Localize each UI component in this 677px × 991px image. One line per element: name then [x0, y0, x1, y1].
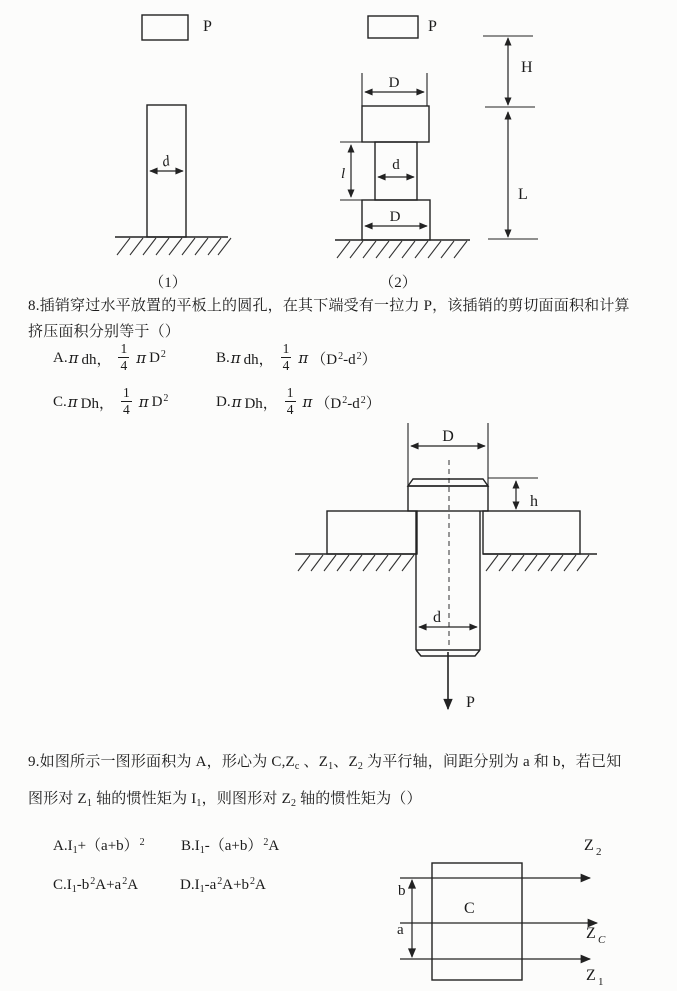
- q9-option-d: $D.I_1-a^2A+b^2A$: [180, 876, 266, 895]
- top-block-outline: [362, 106, 429, 142]
- a-distance-label: a: [397, 922, 404, 938]
- force-p-label: P: [466, 694, 475, 711]
- bottom-d-dimension-label: D: [389, 209, 401, 225]
- top-d-dimension-label: D: [388, 75, 400, 91]
- bolt-head-chamfer: [408, 479, 488, 486]
- zc-axis-subscript: C: [598, 934, 606, 946]
- question-8-line-2: 挤压面积分别等于（）: [28, 324, 181, 340]
- left-plate-outline: [327, 511, 417, 554]
- force-p-box: [142, 15, 188, 40]
- ground-hatching-right: [486, 555, 589, 571]
- figure-bolt-diagram: [288, 420, 608, 716]
- q8-option-a: A. π dh， $\frac{1}{4}$ π $D^2$: [53, 341, 166, 373]
- shaft-d-dimension-label: d: [433, 609, 441, 626]
- mid-d-dimension-label: d: [392, 157, 400, 173]
- ground-hatching-left: [298, 555, 414, 571]
- option-label: D.: [216, 393, 231, 410]
- q8-option-c: C. π Dh， $\frac{1}{4}$ π $D^2$: [53, 385, 169, 417]
- force-p-label: P: [428, 18, 437, 35]
- bolt-figure: [295, 423, 597, 711]
- force-p-label: P: [203, 18, 212, 35]
- figure-columns-diagram: [0, 0, 677, 292]
- z1-axis-subscript: 1: [598, 976, 604, 988]
- option-label: A.: [53, 349, 68, 366]
- option-label: B.: [216, 349, 230, 366]
- h-dimension-label: h: [530, 493, 538, 510]
- l-dimension-label: l: [341, 166, 346, 182]
- option-label: C.: [53, 393, 67, 410]
- d-dimension-label: d: [160, 153, 172, 171]
- fraction: $\frac{1}{4}$: [120, 341, 128, 373]
- head-d-dimension-label: D: [442, 428, 454, 445]
- question-9-line-1: 9.如图所示一图形面积为 A，形心为 $C,Z_c$ 、$Z_1$、$Z_2$ 为平行轴，间距分别为 a 和 b，若已知: [28, 754, 622, 772]
- diagram-2: [335, 16, 470, 291]
- right-plate-outline: [483, 511, 580, 554]
- q9-option-c: $C.I_1-b^2A+a^2A$: [53, 876, 139, 895]
- fraction: $\frac{1}{4}$: [122, 385, 130, 417]
- q8-option-b: B. π dh， $\frac{1}{4}$ π $(D^2-d^2)$: [216, 341, 377, 373]
- z2-axis-label: Z: [584, 837, 594, 854]
- question-9-line-2: 图形对 $Z_1$ 轴的惯性矩为 $I_1$，则图形对 $Z_2$ 轴的惯性矩为（）: [28, 791, 422, 809]
- diagram-1: [115, 15, 231, 291]
- l-height-dimension-label: L: [518, 186, 528, 203]
- caption-2: （2）: [379, 275, 417, 291]
- ground-hatching: [337, 241, 467, 258]
- fraction: $\frac{1}{4}$: [282, 341, 290, 373]
- force-p-box: [368, 16, 418, 38]
- z1-axis-label: Z: [586, 967, 596, 984]
- caption-1: （1）: [149, 275, 187, 291]
- height-dimensions: [483, 36, 538, 239]
- h-dimension-label: H: [521, 59, 533, 76]
- centroid-label: C: [464, 900, 475, 917]
- b-distance-label: b: [398, 883, 406, 899]
- figure-axes-diagram: [390, 833, 620, 991]
- q8-option-d: D. π Dh， $\frac{1}{4}$ π $(D^2-d^2)$: [216, 385, 381, 417]
- axes-figure: [397, 837, 606, 988]
- q9-option-b: $B.I_1-(a+b)^2A$: [181, 837, 280, 856]
- question-8-line-1: 8.插销穿过水平放置的平板上的圆孔，在其下端受有一拉力 P，该插销的剪切面面积和计算: [28, 298, 630, 314]
- fraction: $\frac{1}{4}$: [286, 385, 294, 417]
- zc-axis-label: Z: [586, 925, 596, 942]
- bolt-head-outline: [408, 486, 488, 511]
- q9-option-a: $A.I_1+(a+b)^2$: [53, 837, 145, 856]
- z2-axis-subscript: 2: [596, 846, 602, 858]
- section-rectangle: [432, 863, 522, 980]
- ground-hatching: [117, 238, 231, 255]
- question-8-text: [28, 293, 660, 345]
